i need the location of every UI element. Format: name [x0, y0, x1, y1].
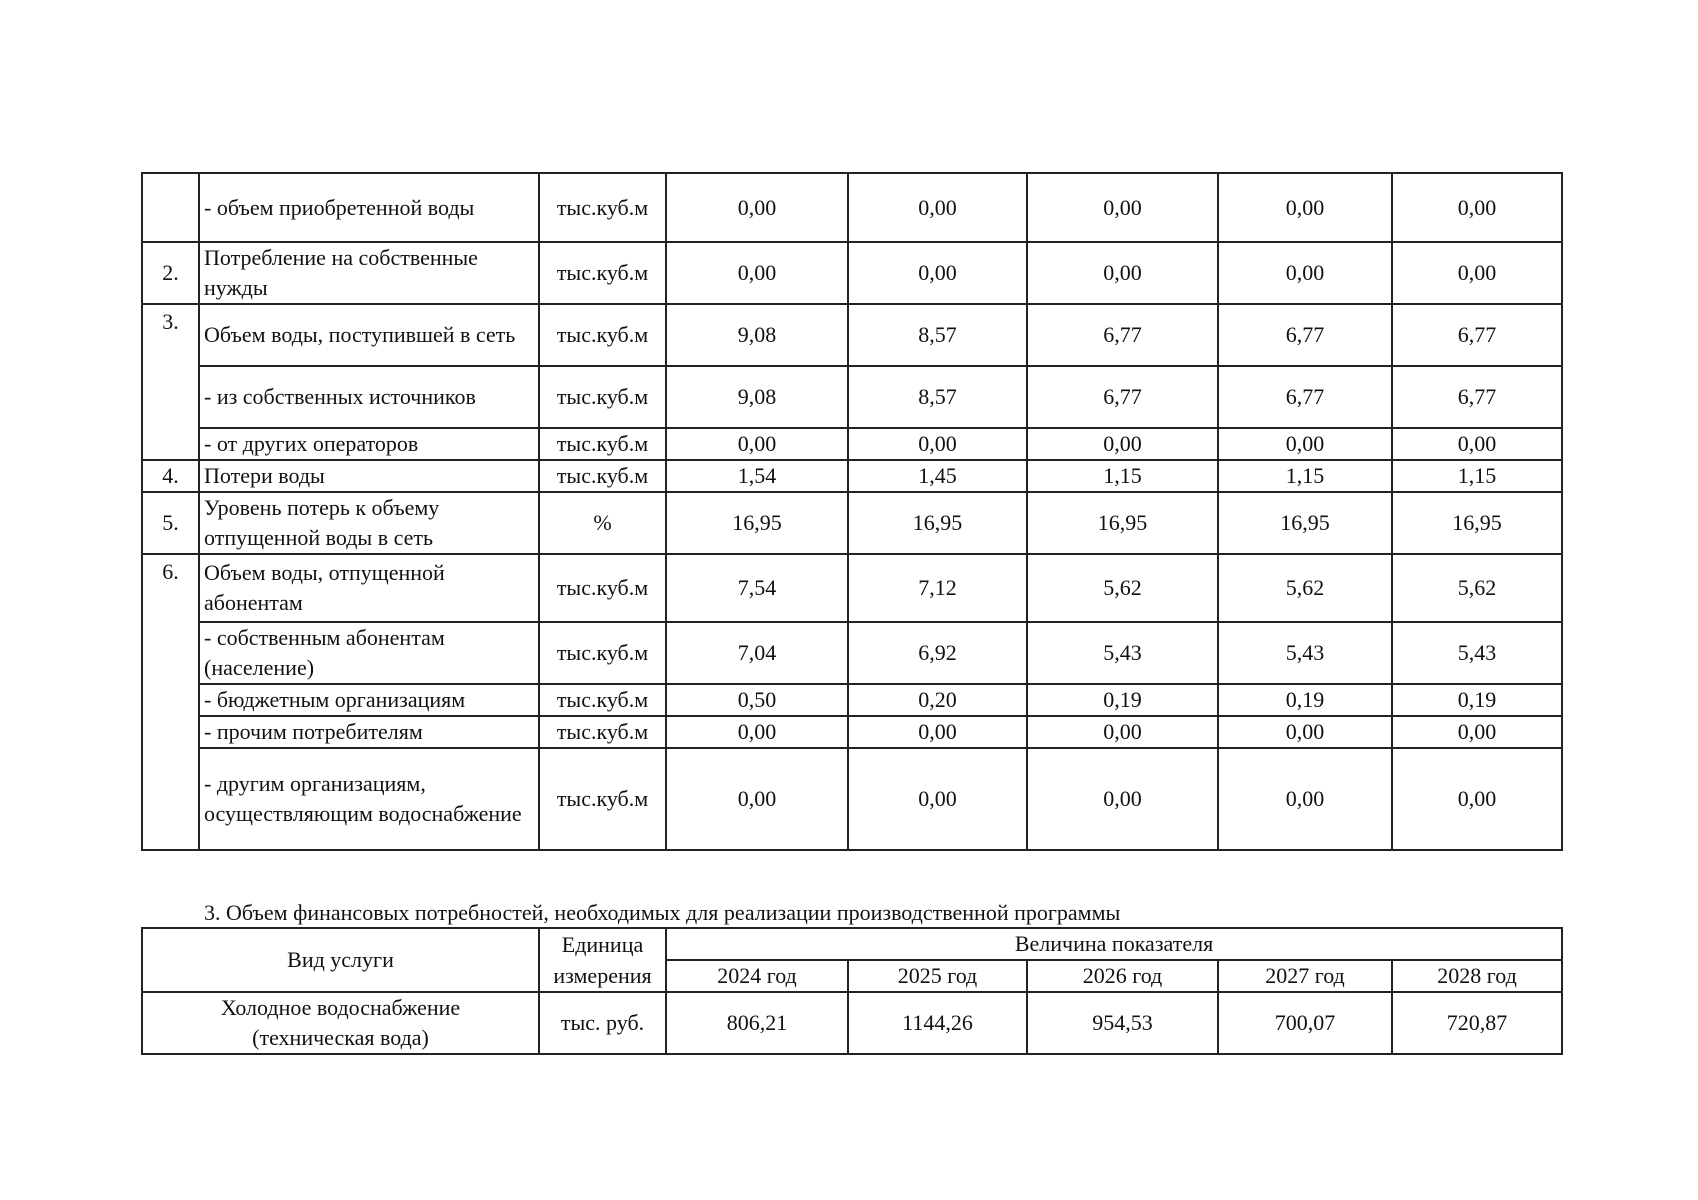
- table-row: [142, 716, 1562, 748]
- unit-cell: тыс.куб.м: [539, 622, 666, 684]
- row-number: [142, 173, 199, 242]
- service-name-line1: Холодное водоснабжение: [220, 995, 461, 1020]
- value-cell: 0,20: [848, 684, 1027, 716]
- indicator-name: - прочим потребителям: [199, 716, 539, 748]
- indicator-name: Уровень потерь к объему отпущенной воды в сеть: [199, 492, 539, 554]
- value-cell: 8,57: [848, 366, 1027, 428]
- value-cell: 9,08: [666, 366, 848, 428]
- value-cell: 6,92: [848, 622, 1027, 684]
- indicator-name: Объем воды, отпущенной абонентам: [199, 554, 539, 622]
- value-cell: 0,19: [1218, 684, 1392, 716]
- table-row: [142, 366, 1562, 428]
- value-cell: 16,95: [1027, 492, 1218, 554]
- value-cell: 0,00: [666, 748, 848, 850]
- table-row: [142, 492, 1562, 554]
- value-cell: 0,00: [1392, 242, 1562, 304]
- value-cell: 0,00: [666, 716, 848, 748]
- section-caption: 3. Объем финансовых потребностей, необходимых для реализации производственной программы: [204, 900, 1121, 925]
- table-row: [142, 460, 1562, 492]
- service-header: Вид услуги: [142, 928, 539, 992]
- unit-cell: тыс.куб.м: [539, 242, 666, 304]
- value-cell: 1,45: [848, 460, 1027, 492]
- value-cell: 0,00: [848, 242, 1027, 304]
- header-row: [142, 928, 1562, 960]
- value-cell: 0,00: [1218, 748, 1392, 850]
- value-cell: 6,77: [1027, 304, 1218, 366]
- unit-cell: %: [539, 492, 666, 554]
- value-cell: 700,07: [1218, 992, 1392, 1054]
- value-cell: 1144,26: [848, 992, 1027, 1054]
- unit-cell: тыс.куб.м: [539, 684, 666, 716]
- table-row: [142, 173, 1562, 242]
- year-header: 2028 год: [1392, 960, 1562, 992]
- value-cell: 0,00: [848, 428, 1027, 460]
- value-cell: 8,57: [848, 304, 1027, 366]
- value-cell: 6,77: [1218, 304, 1392, 366]
- value-cell: 1,54: [666, 460, 848, 492]
- unit-cell: тыс.куб.м: [539, 460, 666, 492]
- value-cell: 1,15: [1218, 460, 1392, 492]
- service-name-line2: (техническая вода): [252, 1025, 429, 1050]
- value-cell: 0,00: [1392, 748, 1562, 850]
- value-cell: 0,00: [848, 748, 1027, 850]
- value-cell: 16,95: [666, 492, 848, 554]
- value-cell: 0,00: [666, 242, 848, 304]
- row-number: 6.: [142, 554, 199, 850]
- value-cell: 0,00: [1392, 716, 1562, 748]
- value-cell: 0,00: [1218, 716, 1392, 748]
- table-row: [142, 748, 1562, 850]
- unit-header-line1: Единица: [539, 928, 666, 960]
- value-cell: 0,00: [1027, 173, 1218, 242]
- row-number: 5.: [142, 492, 199, 554]
- service-name: [142, 992, 539, 1054]
- value-cell: 5,43: [1392, 622, 1562, 684]
- value-cell: 5,43: [1218, 622, 1392, 684]
- indicator-name: - от других операторов: [199, 428, 539, 460]
- value-cell: 6,77: [1218, 366, 1392, 428]
- value-cell: 1,15: [1027, 460, 1218, 492]
- value-cell: 5,62: [1392, 554, 1562, 622]
- indicator-name: - собственным абонентам (население): [199, 622, 539, 684]
- value-cell: 0,00: [1392, 428, 1562, 460]
- value-cell: 9,08: [666, 304, 848, 366]
- unit-cell: тыс. руб.: [539, 992, 666, 1054]
- unit-cell: тыс.куб.м: [539, 304, 666, 366]
- value-cell: 7,54: [666, 554, 848, 622]
- value-cell: 0,00: [666, 173, 848, 242]
- value-cell: 6,77: [1027, 366, 1218, 428]
- table-row: [142, 242, 1562, 304]
- unit-cell: тыс.куб.м: [539, 716, 666, 748]
- value-cell: 0,00: [1027, 748, 1218, 850]
- unit-header-line2: измерения: [539, 960, 666, 992]
- value-cell: 0,00: [1027, 716, 1218, 748]
- value-cell: 5,62: [1027, 554, 1218, 622]
- value-cell: 806,21: [666, 992, 848, 1054]
- table-row: [142, 992, 1562, 1054]
- value-cell: 0,00: [1027, 428, 1218, 460]
- value-cell: 7,12: [848, 554, 1027, 622]
- unit-cell: тыс.куб.м: [539, 366, 666, 428]
- production-indicators-table: [141, 172, 1563, 851]
- value-cell: 0,00: [1218, 428, 1392, 460]
- year-header: 2026 год: [1027, 960, 1218, 992]
- year-header: 2025 год: [848, 960, 1027, 992]
- year-header: 2027 год: [1218, 960, 1392, 992]
- value-cell: 0,00: [848, 716, 1027, 748]
- value-cell: 0,00: [1027, 242, 1218, 304]
- value-cell: 16,95: [1218, 492, 1392, 554]
- unit-cell: тыс.куб.м: [539, 173, 666, 242]
- value-cell: 5,62: [1218, 554, 1392, 622]
- value-cell: 954,53: [1027, 992, 1218, 1054]
- indicator-name: - объем приобретенной воды: [199, 173, 539, 242]
- value-cell: 5,43: [1027, 622, 1218, 684]
- table-row: [142, 684, 1562, 716]
- indicator-name: - другим организациям, осуществляющим водоснабжение: [199, 748, 539, 850]
- indicator-name: Потребление на собственные нужды: [199, 242, 539, 304]
- indicator-name: Потери воды: [199, 460, 539, 492]
- value-group-header: Величина показателя: [666, 928, 1562, 960]
- unit-cell: тыс.куб.м: [539, 554, 666, 622]
- value-cell: 0,00: [1218, 173, 1392, 242]
- row-number: 3.: [142, 304, 199, 460]
- value-cell: 720,87: [1392, 992, 1562, 1054]
- value-cell: 6,77: [1392, 366, 1562, 428]
- value-cell: 0,19: [1392, 684, 1562, 716]
- row-number: 2.: [142, 242, 199, 304]
- value-cell: 7,04: [666, 622, 848, 684]
- table-row: [142, 428, 1562, 460]
- value-cell: 16,95: [1392, 492, 1562, 554]
- table-row: [142, 622, 1562, 684]
- indicator-name: - из собственных источников: [199, 366, 539, 428]
- value-cell: 0,00: [848, 173, 1027, 242]
- unit-cell: тыс.куб.м: [539, 428, 666, 460]
- indicator-name: - бюджетным организациям: [199, 684, 539, 716]
- value-cell: 0,00: [1218, 242, 1392, 304]
- value-cell: 6,77: [1392, 304, 1562, 366]
- value-cell: 0,00: [1392, 173, 1562, 242]
- unit-cell: тыс.куб.м: [539, 748, 666, 850]
- year-header: 2024 год: [666, 960, 848, 992]
- table-row: [142, 554, 1562, 622]
- indicator-name: Объем воды, поступившей в сеть: [199, 304, 539, 366]
- value-cell: 16,95: [848, 492, 1027, 554]
- value-cell: 0,19: [1027, 684, 1218, 716]
- value-cell: 0,50: [666, 684, 848, 716]
- value-cell: 0,00: [666, 428, 848, 460]
- table-row: [142, 304, 1562, 366]
- financial-needs-table: [141, 927, 1563, 1055]
- value-cell: 1,15: [1392, 460, 1562, 492]
- row-number: 4.: [142, 460, 199, 492]
